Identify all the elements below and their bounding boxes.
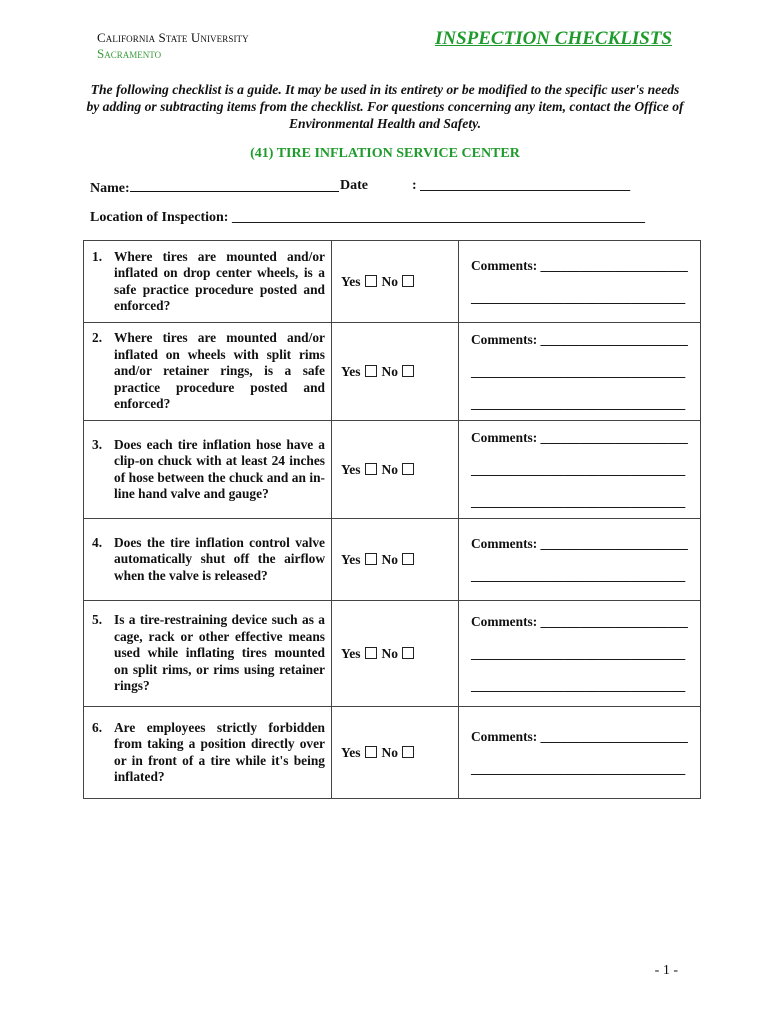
name-label: Name: bbox=[90, 181, 130, 196]
yes-no-cell bbox=[332, 707, 459, 799]
page-number: - 1 - bbox=[654, 963, 678, 978]
date-label: Date bbox=[340, 178, 368, 193]
location-row bbox=[90, 210, 645, 226]
comments-field[interactable]: Comments: ______________________ bbox=[471, 535, 688, 551]
no-label: No bbox=[381, 551, 398, 567]
yes-label: Yes bbox=[341, 645, 361, 661]
comment-line[interactable]: ________________________________ bbox=[471, 645, 686, 661]
question-cell bbox=[84, 707, 332, 799]
comments-cell bbox=[459, 519, 701, 601]
yes-checkbox[interactable] bbox=[365, 463, 377, 475]
question-number: 4. bbox=[92, 534, 103, 550]
yes-label: Yes bbox=[341, 461, 361, 477]
yes-checkbox[interactable] bbox=[365, 647, 377, 659]
no-checkbox[interactable] bbox=[402, 647, 414, 659]
checklist-row bbox=[84, 707, 701, 799]
campus-name: Sacramento bbox=[97, 46, 162, 61]
comment-line[interactable]: ________________________________ bbox=[471, 395, 686, 411]
question-cell bbox=[84, 519, 332, 601]
comment-line[interactable]: ________________________________ bbox=[471, 760, 686, 776]
no-label: No bbox=[381, 744, 398, 760]
question-cell bbox=[84, 241, 332, 323]
question-text: Where tires are mounted and/or inflated on wheels with split rims and/or retainer rings, is a safe practice procedure posted and enforced? bbox=[114, 330, 325, 412]
yes-label: Yes bbox=[341, 551, 361, 567]
question-cell bbox=[84, 601, 332, 707]
question-number: 3. bbox=[92, 436, 103, 452]
no-label: No bbox=[381, 273, 398, 289]
checklist-row bbox=[84, 241, 701, 323]
checklist-row bbox=[84, 519, 701, 601]
comments-field[interactable]: Comments: ______________________ bbox=[471, 429, 688, 445]
university-name: California State University bbox=[97, 30, 249, 45]
yes-checkbox[interactable] bbox=[365, 553, 377, 565]
yes-no-cell bbox=[332, 323, 459, 421]
comments-cell bbox=[459, 707, 701, 799]
yes-no-cell bbox=[332, 241, 459, 323]
name-date-row bbox=[90, 178, 631, 197]
question-text: Does the tire inflation control valve automatically shut off the airflow when the valve is released? bbox=[114, 534, 325, 583]
intro-paragraph: The following checklist is a guide. It may be used in its entirety or be modified to the specific user's needs by adding or subtracting items from the checklist. For questions concerning any item, contact the Office of Environmental Health and Safety. bbox=[86, 82, 684, 131]
question-number: 2. bbox=[92, 330, 103, 346]
date-field[interactable]: : ______________________________ bbox=[412, 178, 631, 193]
no-checkbox[interactable] bbox=[402, 746, 414, 758]
university-header bbox=[97, 30, 249, 62]
question-number: 5. bbox=[92, 612, 103, 628]
name-field[interactable] bbox=[130, 178, 339, 192]
question-text: Does each tire inflation hose have a clip-on chuck with at least 24 inches of hose between the chuck and an in-line hand valve and gauge? bbox=[114, 436, 325, 501]
comments-cell bbox=[459, 601, 701, 707]
comment-line[interactable]: ________________________________ bbox=[471, 363, 686, 379]
comment-line[interactable]: ________________________________ bbox=[471, 567, 686, 583]
comment-line[interactable]: ________________________________ bbox=[471, 493, 686, 509]
no-checkbox[interactable] bbox=[402, 463, 414, 475]
checklist-row bbox=[84, 421, 701, 519]
no-checkbox[interactable] bbox=[402, 553, 414, 565]
comments-field[interactable]: Comments: ______________________ bbox=[471, 613, 688, 629]
document-title: INSPECTION CHECKLISTS bbox=[434, 28, 672, 49]
no-checkbox[interactable] bbox=[402, 275, 414, 287]
yes-checkbox[interactable] bbox=[365, 746, 377, 758]
yes-label: Yes bbox=[341, 273, 361, 289]
comments-field[interactable]: Comments: ______________________ bbox=[471, 728, 688, 744]
question-number: 6. bbox=[92, 719, 103, 735]
comments-field[interactable]: Comments: ______________________ bbox=[471, 331, 688, 347]
yes-label: Yes bbox=[341, 363, 361, 379]
comment-line[interactable]: ________________________________ bbox=[471, 677, 686, 693]
no-label: No bbox=[381, 645, 398, 661]
location-field[interactable]: ___________________________________________________________ bbox=[228, 210, 645, 225]
question-text: Are employees strictly forbidden from taking a position directly over or in front of a tire while it's being inflated? bbox=[114, 719, 325, 784]
checklist-row bbox=[84, 323, 701, 421]
comments-cell bbox=[459, 323, 701, 421]
comment-line[interactable]: ________________________________ bbox=[471, 289, 686, 305]
yes-label: Yes bbox=[341, 744, 361, 760]
location-label: Location of Inspection: bbox=[90, 210, 229, 225]
checklist-table bbox=[83, 240, 701, 799]
checklist-row bbox=[84, 601, 701, 707]
section-title: (41) TIRE INFLATION SERVICE CENTER bbox=[250, 146, 520, 161]
no-checkbox[interactable] bbox=[402, 365, 414, 377]
comments-cell bbox=[459, 421, 701, 519]
no-label: No bbox=[381, 461, 398, 477]
yes-no-cell bbox=[332, 601, 459, 707]
comments-cell bbox=[459, 241, 701, 323]
yes-no-cell bbox=[332, 519, 459, 601]
question-number: 1. bbox=[92, 248, 103, 264]
question-cell bbox=[84, 421, 332, 519]
comment-line[interactable]: ________________________________ bbox=[471, 461, 686, 477]
question-text: Where tires are mounted and/or inflated on drop center wheels, is a safe practice procedure posted and enforced? bbox=[114, 248, 325, 313]
yes-checkbox[interactable] bbox=[365, 275, 377, 287]
no-label: No bbox=[381, 363, 398, 379]
yes-checkbox[interactable] bbox=[365, 365, 377, 377]
comments-field[interactable]: Comments: ______________________ bbox=[471, 257, 688, 273]
question-cell bbox=[84, 323, 332, 421]
yes-no-cell bbox=[332, 421, 459, 519]
question-text: Is a tire-restraining device such as a cage, rack or other effective means used while inflating tires mounted on split rims, or rims using retainer rings? bbox=[114, 612, 325, 694]
